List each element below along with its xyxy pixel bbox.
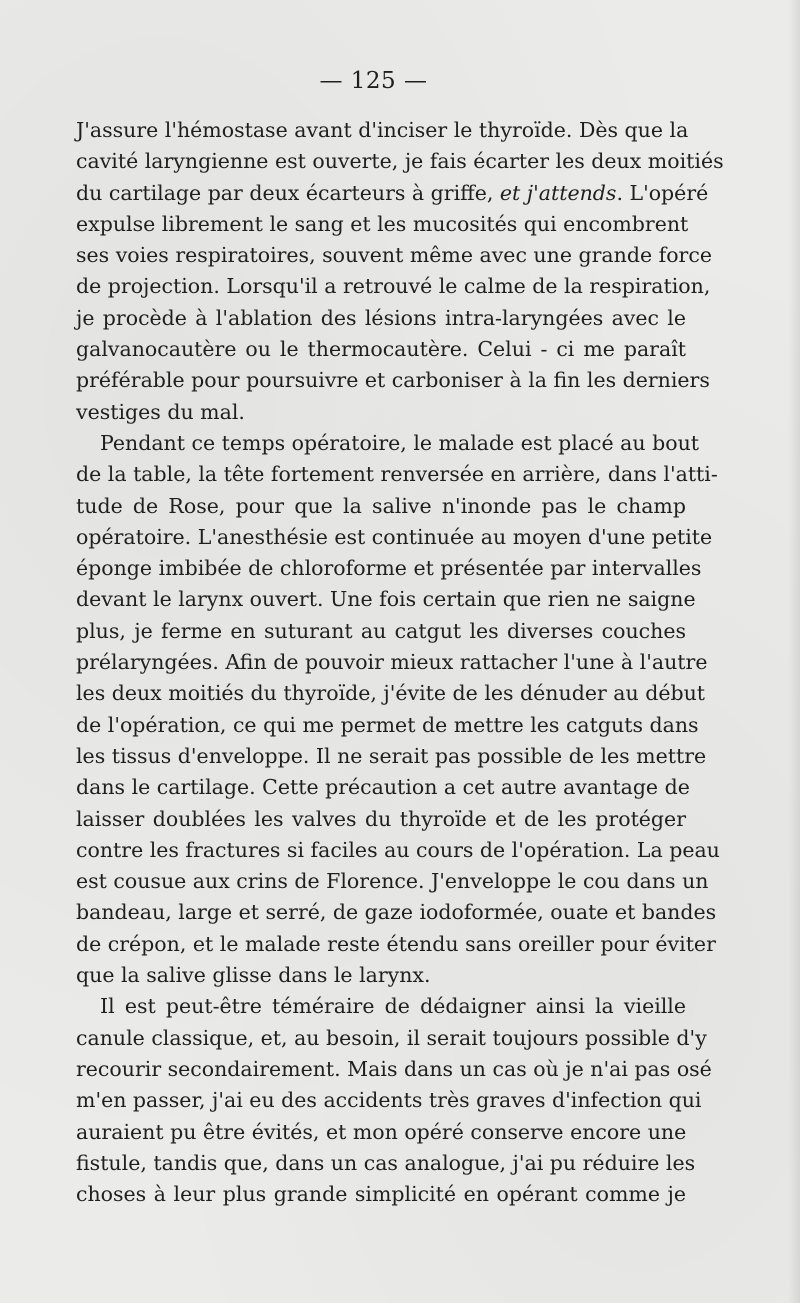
text-line: contre les fractures si faciles au cours de l'opération. La peau bbox=[76, 837, 720, 862]
italic-phrase: et j'attends bbox=[499, 180, 617, 205]
text-line: est cousue aux crins de Florence. J'enveloppe le cou dans un bbox=[76, 869, 709, 894]
text-line: éponge imbibée de chloroforme et présentée par intervalles bbox=[76, 556, 702, 581]
text-line: je procède à l'ablation des lésions intra-laryngées avec le bbox=[76, 305, 686, 330]
text-line: m'en passer, j'ai eu des accidents très graves d'infection qui bbox=[76, 1088, 702, 1113]
text-line: auraient pu être évités, et mon opéré conserve encore une bbox=[76, 1119, 687, 1144]
text-line: devant le larynx ouvert. Une fois certain que rien ne saigne bbox=[76, 587, 696, 612]
paragraph-end-line: vestiges du mal. bbox=[76, 399, 245, 424]
text-line: de la table, la tête fortement renversée en arrière, dans l'atti- bbox=[76, 462, 718, 487]
text-line: canule classique, et, au besoin, il serait toujours possible d'y bbox=[76, 1025, 707, 1050]
text-line: expulse librement le sang et les mucosités qui encombrent bbox=[76, 211, 689, 236]
text-line: recourir secondairement. Mais dans un cas où je n'ai pas osé bbox=[76, 1056, 712, 1081]
text-line-with-italic: du cartilage par deux écarteurs à griffe, et j'attends. L'opéré bbox=[76, 180, 709, 205]
paragraph-end-line: que la salive glisse dans le larynx. bbox=[76, 963, 431, 988]
text-line: galvanocautère ou le thermocautère. Celui - ci me paraît bbox=[76, 337, 686, 362]
text-line: de l'opération, ce qui me permet de mettre les catguts dans bbox=[76, 712, 699, 737]
text-line: de crépon, et le malade reste étendu sans oreiller pour éviter bbox=[76, 931, 716, 956]
text-line: prélaryngées. Afin de pouvoir mieux rattacher l'une à l'autre bbox=[76, 650, 708, 675]
text-line: choses à leur plus grande simplicité en opérant comme je bbox=[76, 1182, 686, 1207]
text-line: dans le cartilage. Cette précaution a cet autre avantage de bbox=[76, 775, 690, 800]
text-line: J'assure l'hémostase avant d'inciser le thyroïde. Dès que la bbox=[76, 118, 689, 142]
text-line: les deux moitiés du thyroïde, j'évite de les dénuder au début bbox=[76, 681, 706, 706]
text-line: fistule, tandis que, dans un cas analogue, j'ai pu réduire les bbox=[76, 1150, 696, 1175]
page-number: — 125 — bbox=[319, 68, 428, 94]
text-line: ses voies respiratoires, souvent même avec une grande force bbox=[76, 243, 712, 268]
text-line: cavité laryngienne est ouverte, je fais écarter les deux moitiés bbox=[76, 149, 724, 174]
text-line: préférable pour poursuivre et carboniser à la fin les derniers bbox=[76, 368, 710, 393]
text-line: opératoire. L'anesthésie est continuée au moyen d'une petite bbox=[76, 524, 713, 549]
paragraph-start-line: Pendant ce temps opératoire, le malade est placé au bout bbox=[100, 430, 700, 455]
text-line: laisser doublées les valves du thyroïde et de les protéger bbox=[76, 806, 686, 831]
text-line: de projection. Lorsqu'il a retrouvé le calme de la respiration, bbox=[76, 274, 711, 299]
text-line: plus, je ferme en suturant au catgut les diverses couches bbox=[76, 618, 686, 643]
text-line: les tissus d'enveloppe. Il ne serait pas possible de les mettre bbox=[76, 743, 707, 768]
text-line: bandeau, large et serré, de gaze iodoformée, ouate et bandes bbox=[76, 900, 717, 925]
paragraph-start-line: Il est peut-être téméraire de dédaigner ainsi la vieille bbox=[100, 994, 686, 1019]
body-text bbox=[76, 115, 724, 1210]
text-line: tude de Rose, pour que la salive n'inonde pas le champ bbox=[76, 493, 686, 518]
